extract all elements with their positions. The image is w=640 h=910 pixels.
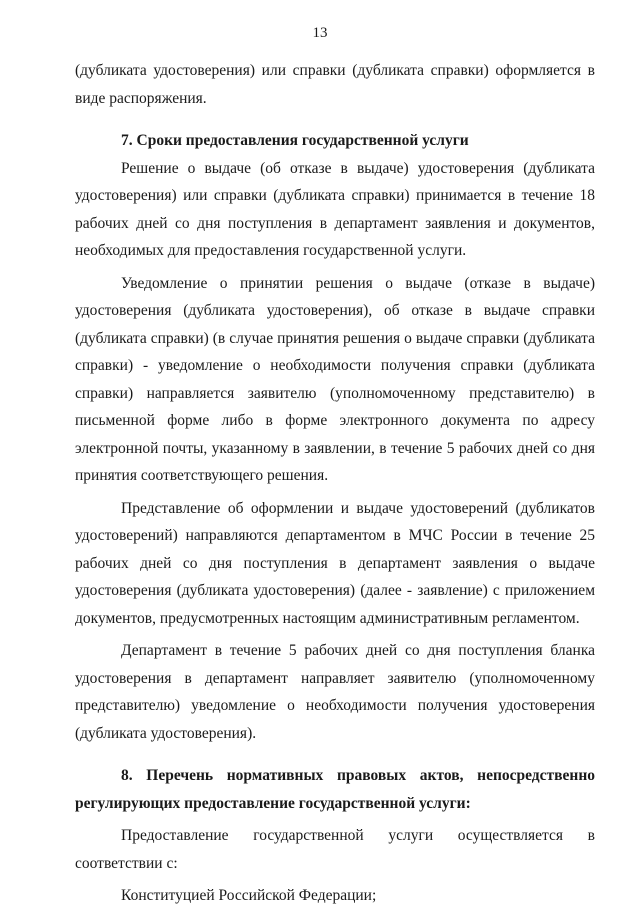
paragraph-continuation: (дубликата удостоверения) или справки (дубликата справки) оформляется в виде распоряжения. [75, 62, 595, 107]
paragraph-department-notice: Департамент в течение 5 рабочих дней со дня поступления бланка удостоверения в департамент направляет заявителю (уполномоченному представителю) уведомление о необходимости получения удостоверения (дубликата удостоверения). [75, 642, 595, 742]
section-heading-7: 7. Сроки предоставления государственной услуги [121, 132, 469, 149]
paragraph-decision-terms: Решение о выдаче (об отказе в выдаче) удостоверения (дубликата удостоверения) или справки (дубликата справки) принимается в течение 18 рабочих дней со дня поступления в департамент заявления и документов, необходимых для предоставления государственной услуги. [75, 159, 595, 259]
paragraph-submission: Представление об оформлении и выдаче удостоверений (дубликатов удостоверений) направляются департаментом в МЧС России в течение 25 рабочих дней со дня поступления в департамент заявления о выдаче удостоверения (дубликата удостоверения) (далее - заявление) с приложением документов, предусмотренных настоящим административным регламентом. [75, 499, 595, 627]
paragraph-legal-basis: Предоставление государственной услуги осуществляется в соответствии с: [75, 827, 595, 872]
paragraph-constitution: Конституцией Российской Федерации; [121, 887, 377, 904]
paragraph-notification: Уведомление о принятии решения о выдаче (отказе в выдаче) удостоверения (дубликата удостоверения), об отказе в выдаче справки (дубликата справки) (в случае принятия решения о выдаче справки (дубликата справки) - уведомление о необходимости получения справки (дубликата справки) направляется заявителю (уполномоченному представителю) в письменной форме либо в форме электронного документа по адресу электронной почты, указанному в заявлении, в течение 5 рабочих дней со дня принятия соответствующего решения. [75, 274, 595, 484]
page-number: 13 [312, 25, 328, 41]
section-heading-8: 8. Перечень нормативных правовых актов, непосредственно регулирующих предоставление государственной услуги: [75, 767, 595, 812]
document-body [75, 57, 595, 910]
